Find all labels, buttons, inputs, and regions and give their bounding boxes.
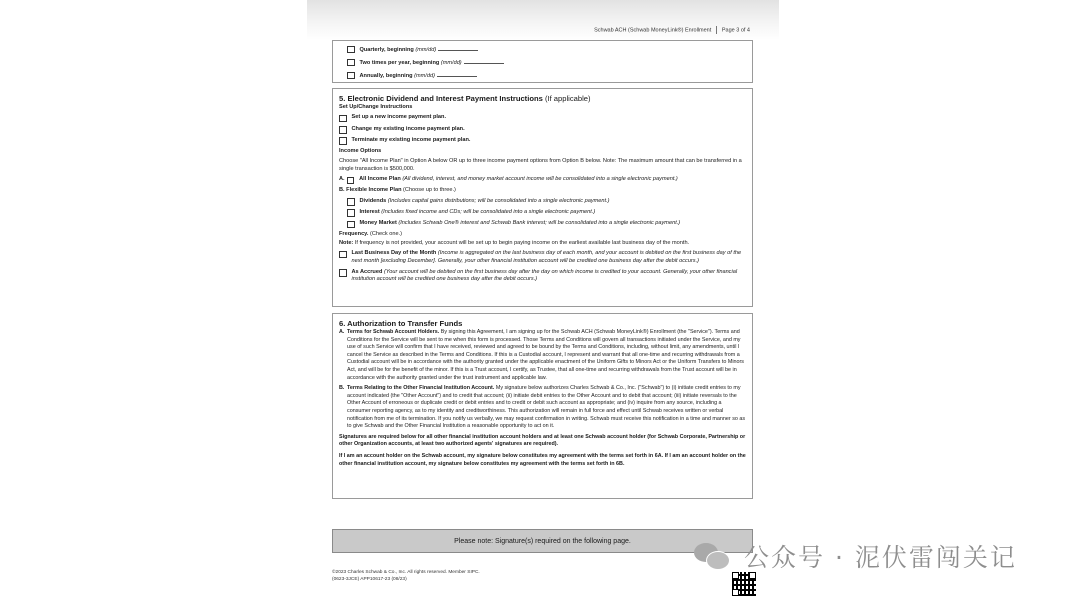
terms-other-institution: B. Terms Relating to the Other Financial Institution Account. My signature below authorizes Charles Schwab & Co., Inc. ("Schwab") to (i) initiate credit entries to my account indicated (the "Other Account") and to credit that account; (ii) initiate debit entries to the Other Account and to debit that account; (iii) initiate reversals to the Other Account of erroneous or duplicate credit or debit entries and to credit or debit such account as appropriate; and (iv) inquire from any source, including a consumer reporting agency, as to my identity and creditworthiness. This authorization will remain in full force and effect until Schwab receives written or verbal notification from me of its termination. If you notify us verbally, we may request confirmation in writing. Schwab must receive this notification in a time and manner so as to give Schwab and the Other Financial Institution a reasonable opportunity to act on it. — [339, 385, 746, 430]
signature-notice-bar: Please note: Signature(s) required on the following page. — [332, 529, 753, 553]
frequency-note: Note: If frequency is not provided, your account will be set up to begin paying income on the earliest available last business day of the month. — [339, 239, 690, 246]
page-header — [594, 26, 750, 34]
form-code: (0623-3JCE) APP10617-23 (08/23) — [332, 576, 407, 582]
checkbox[interactable] — [339, 137, 347, 145]
option-a-all-income[interactable]: A. All Income Plan (All dividend, interest, and money market account income will be consolidated into a single electronic payment.) — [339, 176, 678, 183]
date-field[interactable] — [464, 58, 504, 64]
section-5 — [332, 88, 753, 307]
freq-option-last-business-day[interactable]: Last Business Day of the Month (Income is aggregated on the last business day of each month, and your account is debited on the first business day of the next month [excluding December]. Generally, your other financial institution account will be credited one business day after the debit occurs.) — [339, 250, 746, 265]
copyright: ©2023 Charles Schwab & Co., Inc. All rights reserved. Member SIPC. — [332, 570, 480, 575]
signature-requirement: Signatures are required below for all other financial institution account holders and at least one Schwab account holder (for Schwab Corporate, Partnership or other Organization accounts, at least two authorized agents' signatures are required). — [339, 433, 746, 448]
flexible-option-dividends[interactable]: Dividends (Includes capital gains distributions; will be consolidated into a single electronic payment.) — [347, 198, 746, 206]
checkbox[interactable] — [347, 209, 355, 217]
setup-option-terminate[interactable]: Terminate my existing income payment plan. — [339, 137, 746, 145]
wechat-icon — [694, 541, 732, 571]
page-number: Page 3 of 4 — [721, 27, 750, 34]
setup-heading: Set Up/Change Instructions — [339, 104, 413, 110]
income-text: Choose "All Income Plan" in Option A below OR up to three income payment options from Option B below. Note: The maximum amount that can be transferred in a single transaction is $500,000. — [339, 158, 742, 172]
form-title: Schwab ACH (Schwab MoneyLink®) Enrollment — [594, 27, 712, 34]
income-heading: Income Options — [339, 147, 382, 154]
section-6-title: 6. Authorization to Transfer Funds — [339, 319, 463, 328]
option-quarterly[interactable]: Quarterly, beginning (mm/dd) — [347, 45, 746, 54]
section-6 — [332, 313, 753, 499]
checkbox[interactable] — [347, 221, 355, 229]
terms-schwab-holders: A. Terms for Schwab Account Holders. By signing this Agreement, I am signing up for the Schwab ACH (Schwab MoneyLink®) Enrollment (the "Service"). Terms and Conditions for the Service will be sent to me when this form is processed. Those Terms and Conditions will govern all transactions initiated under the Service, and my use of such Service will confirm that I have received, reviewed and agreed to be bound by the Terms and Conditions, including, without limit, any amendments, until I cancel the Service as described in the Terms and Conditions. If this is a Custodial account, I represent and warrant that all one-time and recurring withdrawals from a Custodial account will be in accordance with the authority granted under the applicable enactment of the Uniform Gifts to Minors Act or the Uniform Transfers to Minors Act, and will be for the benefit of the minor. If this is a Trust account, I certify, as Trustee, that all one-time and recurring withdrawals from the Trust account will be in accordance with the authority granted under the trust instrument and applicable law. — [339, 329, 745, 381]
checkbox[interactable] — [347, 59, 355, 67]
checkbox[interactable] — [347, 46, 355, 54]
setup-option-change[interactable]: Change my existing income payment plan. — [339, 126, 746, 134]
checkbox[interactable] — [339, 126, 347, 134]
option-two-times[interactable]: Two times per year, beginning (mm/dd) — [347, 58, 746, 67]
section-5-title: 5. Electronic Dividend and Interest Payment Instructions (If applicable) — [339, 94, 591, 103]
page-footer — [332, 570, 480, 584]
checkbox[interactable] — [347, 72, 355, 80]
checkbox[interactable] — [347, 177, 355, 185]
checkbox[interactable] — [347, 198, 355, 206]
header-divider — [716, 26, 717, 34]
form-page — [307, 0, 779, 600]
flexible-option-interest[interactable]: Interest (Includes fixed income and CDs; will be consolidated into a single electronic payment.) — [347, 209, 746, 217]
setup-option-new[interactable]: Set up a new income payment plan. — [339, 114, 746, 122]
watermark-text: 公众号 · 泥伏雷闯关记 — [744, 543, 1017, 572]
option-b-heading: B. Flexible Income Plan (Choose up to three.) — [339, 187, 456, 194]
qr-corner — [732, 589, 739, 596]
qr-code — [732, 572, 756, 596]
date-field[interactable] — [437, 71, 477, 77]
frequency-heading: Frequency. (Check one.) — [339, 231, 403, 238]
checkbox[interactable] — [339, 115, 347, 123]
watermark — [694, 538, 1017, 574]
frequency-box — [332, 40, 753, 83]
option-annually[interactable]: Annually, beginning (mm/dd) — [347, 71, 746, 80]
flexible-option-money-market[interactable]: Money Market (Includes Schwab One® interest and Schwab Bank interest; will be consolidated into a single electronic payment.) — [347, 220, 746, 228]
freq-option-as-accrued[interactable]: As Accrued (Your account will be debited on the first business day after the day on which income is credited to your account. Generally, your other financial institution account will be credited one business day after the debit occurs.) — [339, 269, 746, 284]
checkbox[interactable] — [339, 269, 347, 277]
signature-agreement: If I am an account holder on the Schwab account, my signature below constitutes my agreement with the terms set forth in 6A. If I am an account holder on the other financial institution account, my signature below constitutes my agreement with the terms set forth in 6B. — [339, 452, 746, 467]
date-field[interactable] — [438, 45, 478, 51]
checkbox[interactable] — [339, 251, 347, 259]
